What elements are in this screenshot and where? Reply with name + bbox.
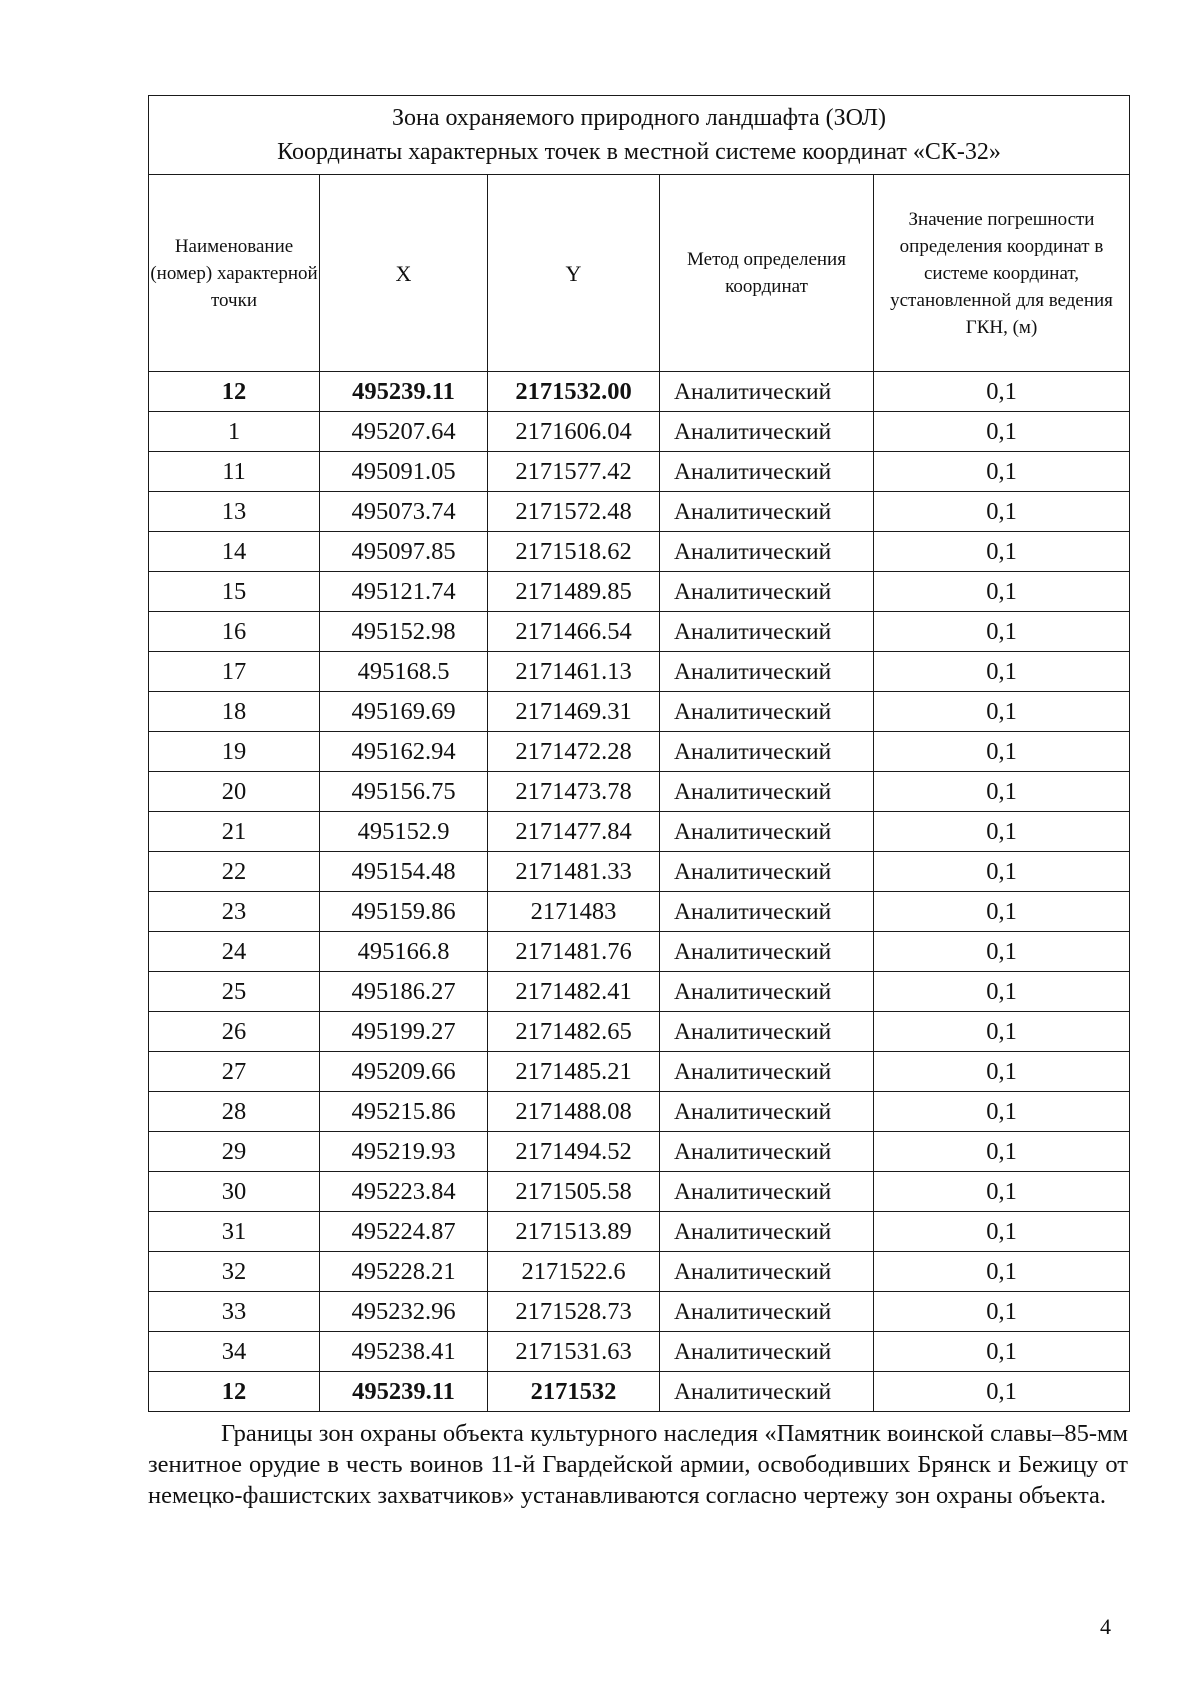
method-cell: Аналитический xyxy=(660,812,874,852)
table-row xyxy=(149,532,1130,572)
method-cell: Аналитический xyxy=(660,1212,874,1252)
x-coordinate-cell: 495097.85 xyxy=(320,532,488,572)
y-coordinate-cell: 2171482.65 xyxy=(488,1012,660,1052)
table-row xyxy=(149,772,1130,812)
y-coordinate-cell: 2171477.84 xyxy=(488,812,660,852)
error-value-cell: 0,1 xyxy=(874,1372,1130,1412)
point-name-cell: 23 xyxy=(149,892,320,932)
table-header-row xyxy=(149,175,1130,372)
point-name-cell: 12 xyxy=(149,1372,320,1412)
table-row xyxy=(149,1292,1130,1332)
method-cell: Аналитический xyxy=(660,732,874,772)
x-coordinate-cell: 495199.27 xyxy=(320,1012,488,1052)
error-value-cell: 0,1 xyxy=(874,852,1130,892)
method-cell: Аналитический xyxy=(660,492,874,532)
y-coordinate-cell: 2171528.73 xyxy=(488,1292,660,1332)
error-value-cell: 0,1 xyxy=(874,372,1130,412)
y-coordinate-cell: 2171532.00 xyxy=(488,372,660,412)
table-row xyxy=(149,612,1130,652)
method-cell: Аналитический xyxy=(660,1092,874,1132)
table-row xyxy=(149,652,1130,692)
x-coordinate-cell: 495168.5 xyxy=(320,652,488,692)
error-value-cell: 0,1 xyxy=(874,1212,1130,1252)
method-cell: Аналитический xyxy=(660,1052,874,1092)
method-cell: Аналитический xyxy=(660,412,874,452)
method-cell: Аналитический xyxy=(660,652,874,692)
error-value-cell: 0,1 xyxy=(874,1332,1130,1372)
y-coordinate-cell: 2171485.21 xyxy=(488,1052,660,1092)
table-row xyxy=(149,1332,1130,1372)
point-name-cell: 30 xyxy=(149,1172,320,1212)
method-cell: Аналитический xyxy=(660,1372,874,1412)
y-coordinate-cell: 2171505.58 xyxy=(488,1172,660,1212)
method-cell: Аналитический xyxy=(660,692,874,732)
point-name-cell: 26 xyxy=(149,1012,320,1052)
table-row xyxy=(149,972,1130,1012)
y-coordinate-cell: 2171522.6 xyxy=(488,1252,660,1292)
point-name-cell: 14 xyxy=(149,532,320,572)
error-value-cell: 0,1 xyxy=(874,612,1130,652)
method-cell: Аналитический xyxy=(660,452,874,492)
point-name-cell: 19 xyxy=(149,732,320,772)
y-coordinate-cell: 2171532 xyxy=(488,1372,660,1412)
x-coordinate-cell: 495232.96 xyxy=(320,1292,488,1332)
y-coordinate-cell: 2171473.78 xyxy=(488,772,660,812)
x-coordinate-cell: 495239.11 xyxy=(320,372,488,412)
header-point-name: Наименование (номер) характерной точки xyxy=(149,175,320,372)
point-name-cell: 18 xyxy=(149,692,320,732)
y-coordinate-cell: 2171577.42 xyxy=(488,452,660,492)
method-cell: Аналитический xyxy=(660,892,874,932)
method-cell: Аналитический xyxy=(660,972,874,1012)
y-coordinate-cell: 2171481.76 xyxy=(488,932,660,972)
table-row xyxy=(149,1252,1130,1292)
method-cell: Аналитический xyxy=(660,1012,874,1052)
error-value-cell: 0,1 xyxy=(874,492,1130,532)
point-name-cell: 27 xyxy=(149,1052,320,1092)
y-coordinate-cell: 2171483 xyxy=(488,892,660,932)
point-name-cell: 21 xyxy=(149,812,320,852)
error-value-cell: 0,1 xyxy=(874,932,1130,972)
table-row xyxy=(149,1132,1130,1172)
y-coordinate-cell: 2171461.13 xyxy=(488,652,660,692)
point-name-cell: 24 xyxy=(149,932,320,972)
table-row xyxy=(149,732,1130,772)
x-coordinate-cell: 495239.11 xyxy=(320,1372,488,1412)
x-coordinate-cell: 495224.87 xyxy=(320,1212,488,1252)
x-coordinate-cell: 495162.94 xyxy=(320,732,488,772)
table-title-line-1: Зона охраняемого природного ландшафта (ЗОЛ) xyxy=(391,105,887,131)
error-value-cell: 0,1 xyxy=(874,772,1130,812)
table-row xyxy=(149,812,1130,852)
point-name-cell: 25 xyxy=(149,972,320,1012)
y-coordinate-cell: 2171531.63 xyxy=(488,1332,660,1372)
header-y: Y xyxy=(488,175,660,372)
x-coordinate-cell: 495152.9 xyxy=(320,812,488,852)
y-coordinate-cell: 2171513.89 xyxy=(488,1212,660,1252)
x-coordinate-cell: 495209.66 xyxy=(320,1052,488,1092)
x-coordinate-cell: 495219.93 xyxy=(320,1132,488,1172)
point-name-cell: 34 xyxy=(149,1332,320,1372)
error-value-cell: 0,1 xyxy=(874,692,1130,732)
x-coordinate-cell: 495238.41 xyxy=(320,1332,488,1372)
x-coordinate-cell: 495154.48 xyxy=(320,852,488,892)
table-row xyxy=(149,1172,1130,1212)
x-coordinate-cell: 495186.27 xyxy=(320,972,488,1012)
header-x: X xyxy=(320,175,488,372)
method-cell: Аналитический xyxy=(660,572,874,612)
y-coordinate-cell: 2171606.04 xyxy=(488,412,660,452)
table-row xyxy=(149,572,1130,612)
method-cell: Аналитический xyxy=(660,1252,874,1292)
point-name-cell: 32 xyxy=(149,1252,320,1292)
method-cell: Аналитический xyxy=(660,1172,874,1212)
y-coordinate-cell: 2171572.48 xyxy=(488,492,660,532)
point-name-cell: 12 xyxy=(149,372,320,412)
error-value-cell: 0,1 xyxy=(874,1252,1130,1292)
table-row xyxy=(149,492,1130,532)
error-value-cell: 0,1 xyxy=(874,572,1130,612)
error-value-cell: 0,1 xyxy=(874,892,1130,932)
table-row xyxy=(149,1372,1130,1412)
point-name-cell: 31 xyxy=(149,1212,320,1252)
method-cell: Аналитический xyxy=(660,852,874,892)
method-cell: Аналитический xyxy=(660,772,874,812)
table-row xyxy=(149,372,1130,412)
method-cell: Аналитический xyxy=(660,1332,874,1372)
method-cell: Аналитический xyxy=(660,612,874,652)
point-name-cell: 29 xyxy=(149,1132,320,1172)
method-cell: Аналитический xyxy=(660,1132,874,1172)
x-coordinate-cell: 495169.69 xyxy=(320,692,488,732)
table-title-line-2: Координаты характерных точек в местной системе координат «СК-32» xyxy=(277,139,1001,165)
y-coordinate-cell: 2171466.54 xyxy=(488,612,660,652)
table-row xyxy=(149,692,1130,732)
x-coordinate-cell: 495091.05 xyxy=(320,452,488,492)
method-cell: Аналитический xyxy=(660,532,874,572)
point-name-cell: 1 xyxy=(149,412,320,452)
boundary-note: Границы зон охраны объекта культурного наследия «Памятник воинской славы–85-мм зенитное орудие в честь воинов 11-й Гвардейской армии, освободивших Брянск и Бежицу от немецко-фашистских захватчиков» устанавливаются согласно чертежу зон охраны объекта. xyxy=(148,1420,1128,1509)
table-row xyxy=(149,1012,1130,1052)
x-coordinate-cell: 495121.74 xyxy=(320,572,488,612)
table-title xyxy=(149,96,1130,175)
y-coordinate-cell: 2171469.31 xyxy=(488,692,660,732)
x-coordinate-cell: 495152.98 xyxy=(320,612,488,652)
method-cell: Аналитический xyxy=(660,932,874,972)
table-row xyxy=(149,892,1130,932)
method-cell: Аналитический xyxy=(660,372,874,412)
x-coordinate-cell: 495159.86 xyxy=(320,892,488,932)
x-coordinate-cell: 495156.75 xyxy=(320,772,488,812)
point-name-cell: 33 xyxy=(149,1292,320,1332)
y-coordinate-cell: 2171481.33 xyxy=(488,852,660,892)
x-coordinate-cell: 495223.84 xyxy=(320,1172,488,1212)
error-value-cell: 0,1 xyxy=(874,452,1130,492)
x-coordinate-cell: 495073.74 xyxy=(320,492,488,532)
point-name-cell: 20 xyxy=(149,772,320,812)
error-value-cell: 0,1 xyxy=(874,812,1130,852)
x-coordinate-cell: 495207.64 xyxy=(320,412,488,452)
page-number: 4 xyxy=(1100,1614,1111,1639)
error-value-cell: 0,1 xyxy=(874,1172,1130,1212)
y-coordinate-cell: 2171472.28 xyxy=(488,732,660,772)
table-row xyxy=(149,1212,1130,1252)
header-method: Метод определения координат xyxy=(660,175,874,372)
header-error: Значение погрешности определения координат в системе координат, установленной для ведения ГКН, (м) xyxy=(874,175,1130,372)
table-row xyxy=(149,452,1130,492)
y-coordinate-cell: 2171494.52 xyxy=(488,1132,660,1172)
table-row xyxy=(149,852,1130,892)
y-coordinate-cell: 2171518.62 xyxy=(488,532,660,572)
point-name-cell: 16 xyxy=(149,612,320,652)
y-coordinate-cell: 2171488.08 xyxy=(488,1092,660,1132)
method-cell: Аналитический xyxy=(660,1292,874,1332)
y-coordinate-cell: 2171489.85 xyxy=(488,572,660,612)
point-name-cell: 11 xyxy=(149,452,320,492)
error-value-cell: 0,1 xyxy=(874,532,1130,572)
y-coordinate-cell: 2171482.41 xyxy=(488,972,660,1012)
error-value-cell: 0,1 xyxy=(874,1132,1130,1172)
table-row xyxy=(149,1092,1130,1132)
table-row xyxy=(149,932,1130,972)
table-row xyxy=(149,1052,1130,1092)
error-value-cell: 0,1 xyxy=(874,1012,1130,1052)
x-coordinate-cell: 495228.21 xyxy=(320,1252,488,1292)
table-body xyxy=(149,372,1130,1412)
point-name-cell: 13 xyxy=(149,492,320,532)
point-name-cell: 28 xyxy=(149,1092,320,1132)
error-value-cell: 0,1 xyxy=(874,652,1130,692)
point-name-cell: 15 xyxy=(149,572,320,612)
error-value-cell: 0,1 xyxy=(874,1052,1130,1092)
error-value-cell: 0,1 xyxy=(874,1292,1130,1332)
x-coordinate-cell: 495215.86 xyxy=(320,1092,488,1132)
error-value-cell: 0,1 xyxy=(874,732,1130,772)
x-coordinate-cell: 495166.8 xyxy=(320,932,488,972)
error-value-cell: 0,1 xyxy=(874,412,1130,452)
error-value-cell: 0,1 xyxy=(874,972,1130,1012)
coordinates-table xyxy=(148,95,1130,1412)
point-name-cell: 22 xyxy=(149,852,320,892)
table-row xyxy=(149,412,1130,452)
point-name-cell: 17 xyxy=(149,652,320,692)
error-value-cell: 0,1 xyxy=(874,1092,1130,1132)
